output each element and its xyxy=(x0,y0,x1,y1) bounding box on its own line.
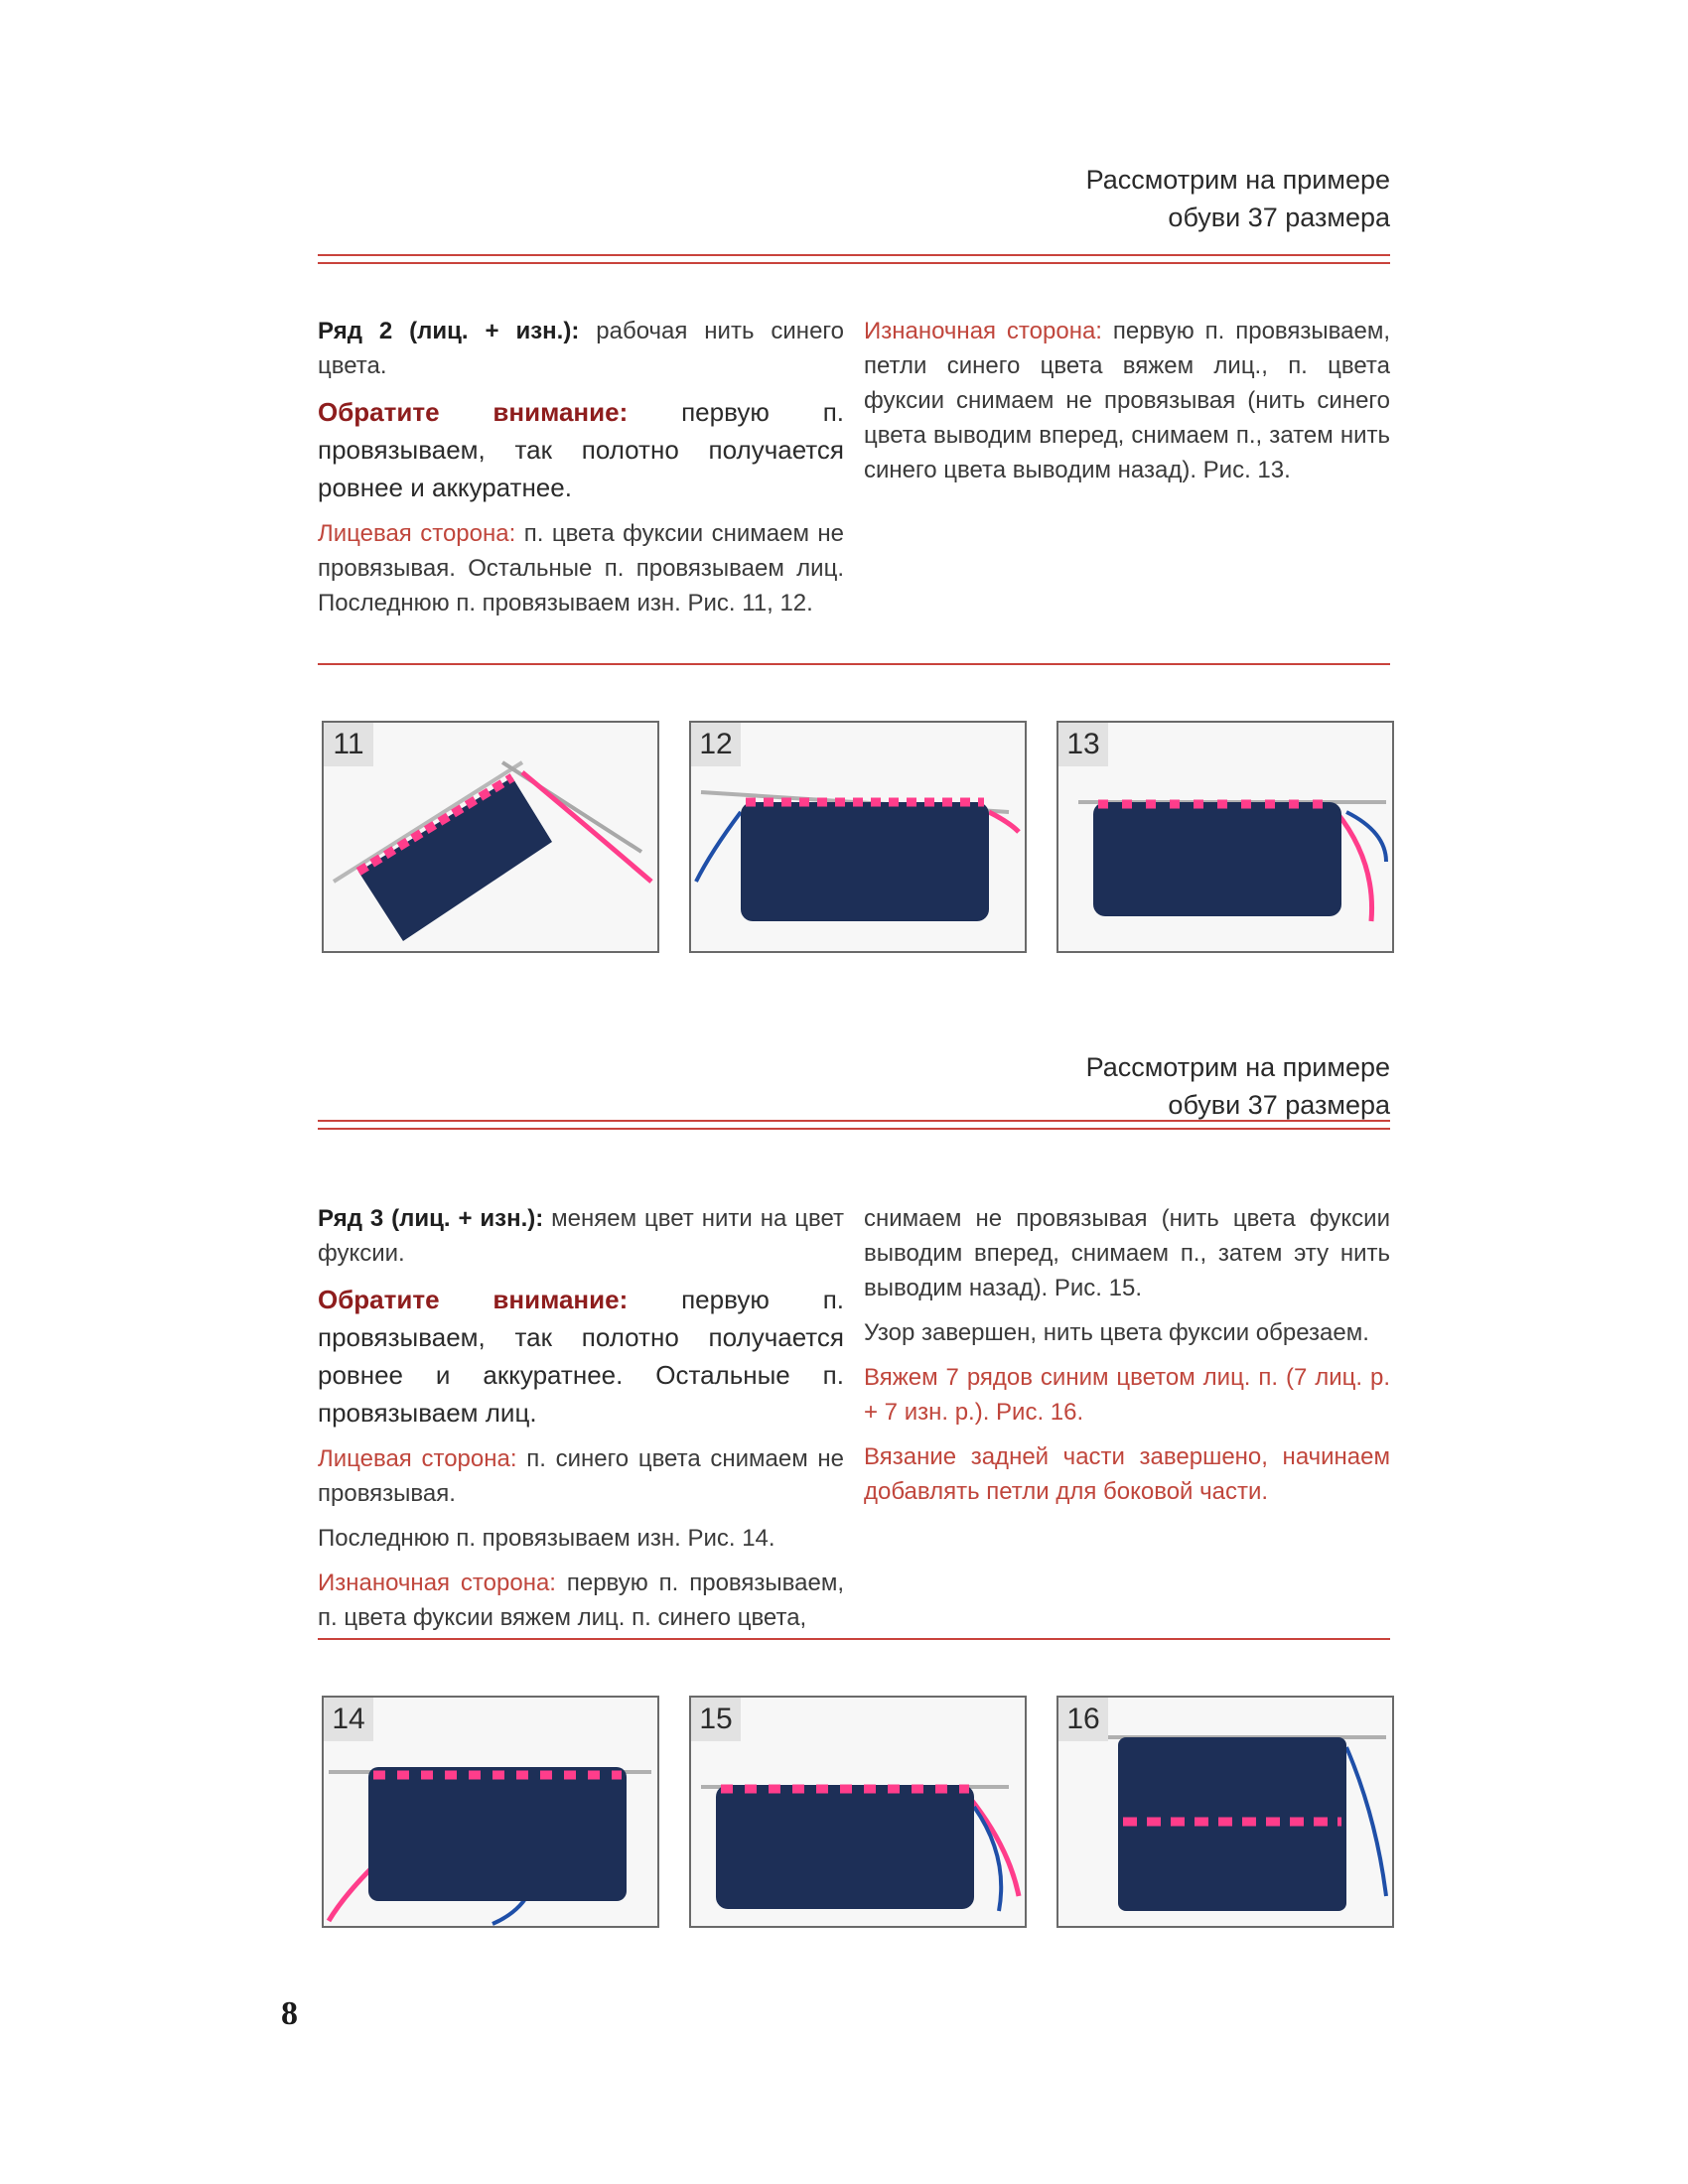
note-title: Обратите внимание: xyxy=(318,397,629,427)
finish-paragraph: Вязание задней части завершено, начинаем добавлять петли для боковой части. xyxy=(864,1443,1390,1505)
figure-number: 11 xyxy=(324,723,373,766)
figure-number: 13 xyxy=(1058,723,1108,766)
knitting-photo-16 xyxy=(1058,1698,1392,1926)
text-column-right-1 xyxy=(864,314,1390,497)
back-side-paragraph xyxy=(864,314,1390,487)
header-rule-2 xyxy=(318,1120,1390,1129)
figure-14 xyxy=(322,1696,659,1928)
header-line-1: Рассмотрим на примере xyxy=(1085,1052,1390,1082)
section-header-2 xyxy=(318,1048,1390,1124)
divider-rule-1 xyxy=(318,663,1390,665)
back-side-text: первую п. провязываем, п. цвета фуксии вяжем лиц. п. синего цвета, xyxy=(318,1570,844,1631)
figure-number: 12 xyxy=(691,723,741,766)
note-paragraph xyxy=(318,1281,844,1432)
row-title: Ряд 2 (лиц. + изн.): xyxy=(318,318,580,344)
header-line-1: Рассмотрим на примере xyxy=(1085,165,1390,195)
text-column-left-1 xyxy=(318,314,844,630)
face-side-text: п. синего цвета снимаем не провязывая. xyxy=(318,1445,844,1507)
header-line-2: обуви 37 размера xyxy=(1168,203,1390,232)
knitting-photo-13 xyxy=(1058,723,1392,951)
figure-12 xyxy=(689,721,1027,953)
row-text: рабочая нить синего цвета. xyxy=(318,318,844,379)
divider-rule-2 xyxy=(318,1638,1390,1640)
knitting-photo-14 xyxy=(324,1698,657,1926)
back-side-paragraph xyxy=(318,1566,844,1635)
note-text: первую п. провязываем, так полотно получается ровнее и аккуратнее. xyxy=(318,397,844,502)
figure-number: 16 xyxy=(1058,1698,1108,1741)
back-side-text: первую п. провязываем, петли синего цвета вяжем лиц., п. цвета фуксии снимаем не провязывая (нить синего цвета выводим вперед, снимаем п., затем нить синего цвета выводим назад). Рис. 13. xyxy=(864,318,1390,483)
back-side-label: Изнаночная сторона: xyxy=(318,1570,556,1596)
note-text: первую п. провязываем, так полотно получается ровнее и аккуратнее. Остальные п. провязываем лиц. xyxy=(318,1285,844,1428)
face-side-paragraph xyxy=(318,516,844,620)
figure-number: 14 xyxy=(324,1698,373,1741)
page-number: 8 xyxy=(281,1995,298,2032)
note-title: Обратите внимание: xyxy=(318,1285,629,1314)
row-3-paragraph xyxy=(318,1201,844,1271)
figure-number: 15 xyxy=(691,1698,741,1741)
header-rule-1 xyxy=(318,254,1390,263)
back-side-label: Изнаночная сторона: xyxy=(864,318,1102,344)
text-column-right-2 xyxy=(864,1201,1390,1519)
pattern-done-paragraph: Узор завершен, нить цвета фуксии обрезаем. xyxy=(864,1319,1369,1346)
figure-11 xyxy=(322,721,659,953)
last-stitch-paragraph: Последнюю п. провязываем изн. Рис. 14. xyxy=(318,1525,775,1552)
section-header-1 xyxy=(318,161,1390,236)
header-line-2: обуви 37 размера xyxy=(1168,1090,1390,1120)
face-side-text: п. цвета фуксии снимаем не провязывая. Остальные п. провязываем лиц. Последнюю п. провязываем изн. Рис. 11, 12. xyxy=(318,520,844,616)
row-2-paragraph xyxy=(318,314,844,383)
row-title: Ряд 3 (лиц. + изн.): xyxy=(318,1205,544,1232)
knitting-photo-15 xyxy=(691,1698,1025,1926)
knitting-photo-12 xyxy=(691,723,1025,951)
face-side-label: Лицевая сторона: xyxy=(318,520,516,547)
face-side-label: Лицевая сторона: xyxy=(318,1445,517,1472)
rows-paragraph: Вяжем 7 рядов синим цветом лиц. п. (7 лиц. р. + 7 изн. р.). Рис. 16. xyxy=(864,1364,1390,1426)
figure-15 xyxy=(689,1696,1027,1928)
knitting-photo-11 xyxy=(324,723,657,951)
figure-13 xyxy=(1056,721,1394,953)
note-paragraph xyxy=(318,393,844,506)
row-text: меняем цвет нити на цвет фуксии. xyxy=(318,1205,844,1267)
continuation-paragraph: снимаем не провязывая (нить цвета фуксии выводим вперед, снимаем п., затем эту нить выводим назад). Рис. 15. xyxy=(864,1205,1390,1301)
figure-16 xyxy=(1056,1696,1394,1928)
face-side-paragraph xyxy=(318,1441,844,1511)
text-column-left-2 xyxy=(318,1201,844,1645)
